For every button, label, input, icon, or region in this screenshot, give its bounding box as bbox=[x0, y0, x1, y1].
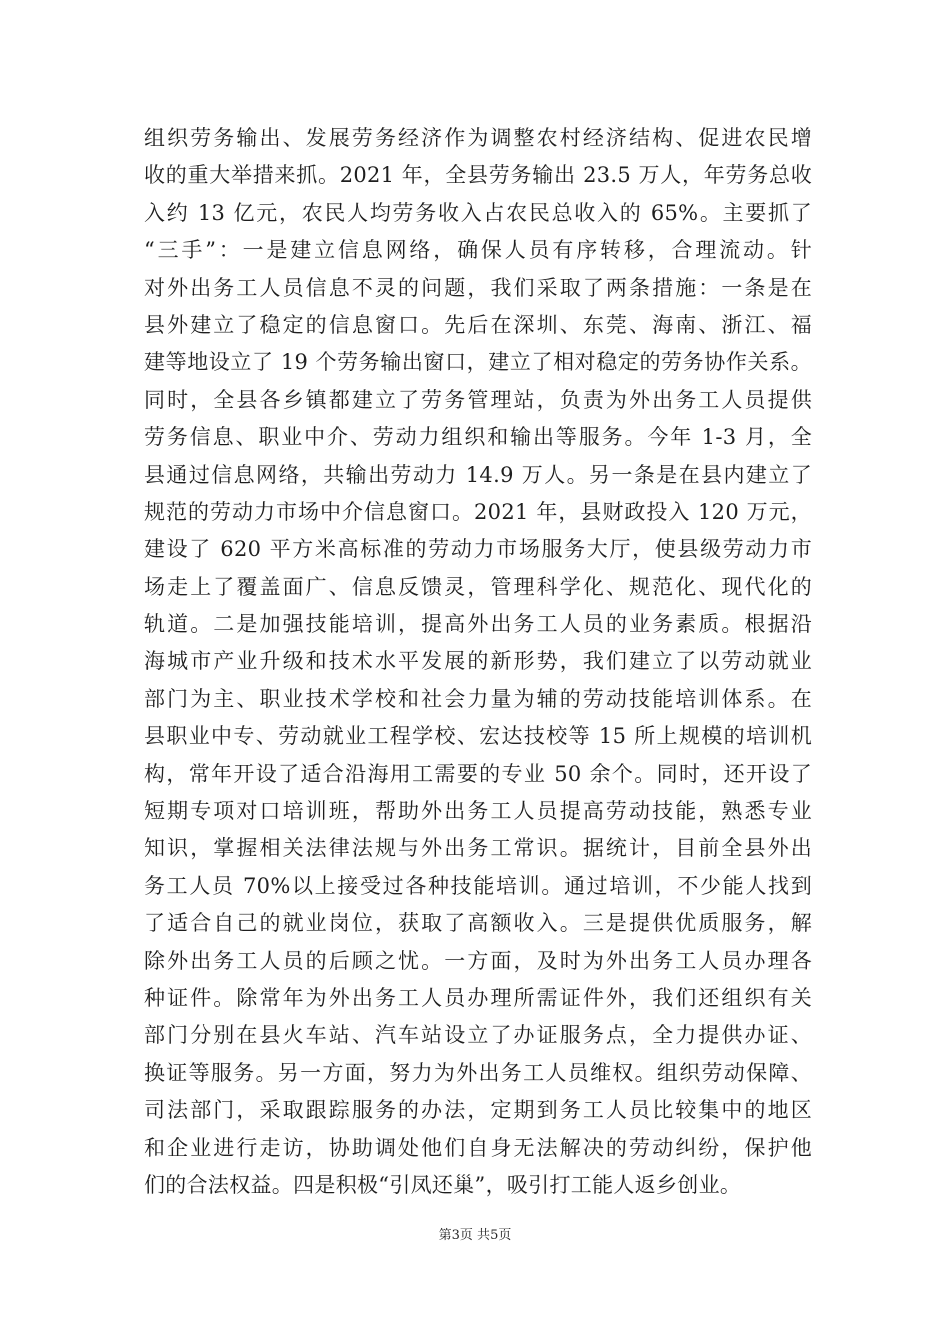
text-line: 建设了 620 平方米高标准的劳动力市场服务大厅，使县级劳动力市 bbox=[144, 537, 812, 562]
text-line: 海城市产业升级和技术水平发展的新形势，我们建立了以劳动就业 bbox=[144, 649, 812, 674]
text-line: 构，常年开设了适合沿海用工需要的专业 50 余个。同时，还开设了 bbox=[144, 761, 812, 786]
text-line: 县外建立了稳定的信息窗口。先后在深圳、东莞、海南、浙江、福 bbox=[144, 312, 812, 337]
text-line: 入约 13 亿元，农民人均劳务收入占农民总收入的 65%。主要抓了 bbox=[144, 200, 812, 225]
text-line: 劳务信息、职业中介、劳动力组织和输出等服务。今年 1-3 月，全 bbox=[144, 425, 812, 450]
text-line: 轨道。二是加强技能培训，提高外出务工人员的业务素质。根据沿 bbox=[144, 612, 812, 637]
text-line: 县通过信息网络，共输出劳动力 14.9 万人。另一条是在县内建立了 bbox=[144, 462, 812, 487]
text-line: 除外出务工人员的后顾之忧。一方面，及时为外出务工人员办理各 bbox=[144, 948, 812, 973]
text-line: 组织劳务输出、发展劳务经济作为调整农村经济结构、促进农民增 bbox=[144, 126, 812, 150]
text-line: 短期专项对口培训班，帮助外出务工人员提高劳动技能，熟悉专业 bbox=[144, 799, 812, 824]
text-line: 们的合法权益。四是积极“引凤还巢”，吸引打工能人返乡创业。 bbox=[144, 1172, 742, 1197]
footer-middle: 页 共 bbox=[459, 1228, 491, 1243]
text-line: 规范的劳动力市场中介信息窗口。2021 年，县财政投入 120 万元， bbox=[144, 499, 812, 524]
text-line: 和企业进行走访，协助调处他们自身无法解决的劳动纠纷，保护他 bbox=[144, 1135, 812, 1160]
text-line: 对外出务工人员信息不灵的问题，我们采取了两条措施：一条是在 bbox=[144, 275, 812, 300]
text-line: “三手”：一是建立信息网络，确保人员有序转移，合理流动。针 bbox=[144, 238, 812, 263]
text-line: 建等地设立了 19 个劳务输出窗口，建立了相对稳定的劳务协作关系。 bbox=[144, 350, 812, 375]
text-line: 部门分别在县火车站、汽车站设立了办证服务点，全力提供办证、 bbox=[144, 1023, 812, 1048]
footer-prefix: 第 bbox=[438, 1228, 452, 1243]
text-line: 种证件。除常年为外出务工人员办理所需证件外，我们还组织有关 bbox=[144, 985, 812, 1010]
text-line: 同时，全县各乡镇都建立了劳务管理站，负责为外出务工人员提供 bbox=[144, 387, 812, 412]
text-line: 司法部门，采取跟踪服务的办法，定期到务工人员比较集中的地区 bbox=[144, 1098, 812, 1123]
text-line: 知识，掌握相关法律法规与外出务工常识。据统计，目前全县外出 bbox=[144, 836, 812, 861]
footer-page-number: 3 bbox=[451, 1228, 460, 1243]
footer-suffix: 页 bbox=[498, 1228, 512, 1243]
body-paragraph bbox=[144, 120, 812, 1204]
text-line: 务工人员 70%以上接受过各种技能培训。通过培训，不少能人找到 bbox=[144, 873, 812, 898]
text-line: 了适合自己的就业岗位，获取了高额收入。三是提供优质服务，解 bbox=[144, 911, 812, 936]
footer-total-pages: 5 bbox=[490, 1228, 499, 1243]
text-line: 县职业中专、劳动就业工程学校、宏达技校等 15 所上规模的培训机 bbox=[144, 724, 812, 749]
text-line: 收的重大举措来抓。2021 年，全县劳务输出 23.5 万人，年劳务总收 bbox=[144, 163, 812, 188]
page-footer bbox=[0, 1224, 950, 1243]
text-line: 部门为主、职业技术学校和社会力量为辅的劳动技能培训体系。在 bbox=[144, 686, 812, 711]
text-line: 换证等服务。另一方面，努力为外出务工人员维权。组织劳动保障、 bbox=[144, 1060, 812, 1085]
text-line: 场走上了覆盖面广、信息反馈灵，管理科学化、规范化、现代化的 bbox=[144, 574, 812, 599]
